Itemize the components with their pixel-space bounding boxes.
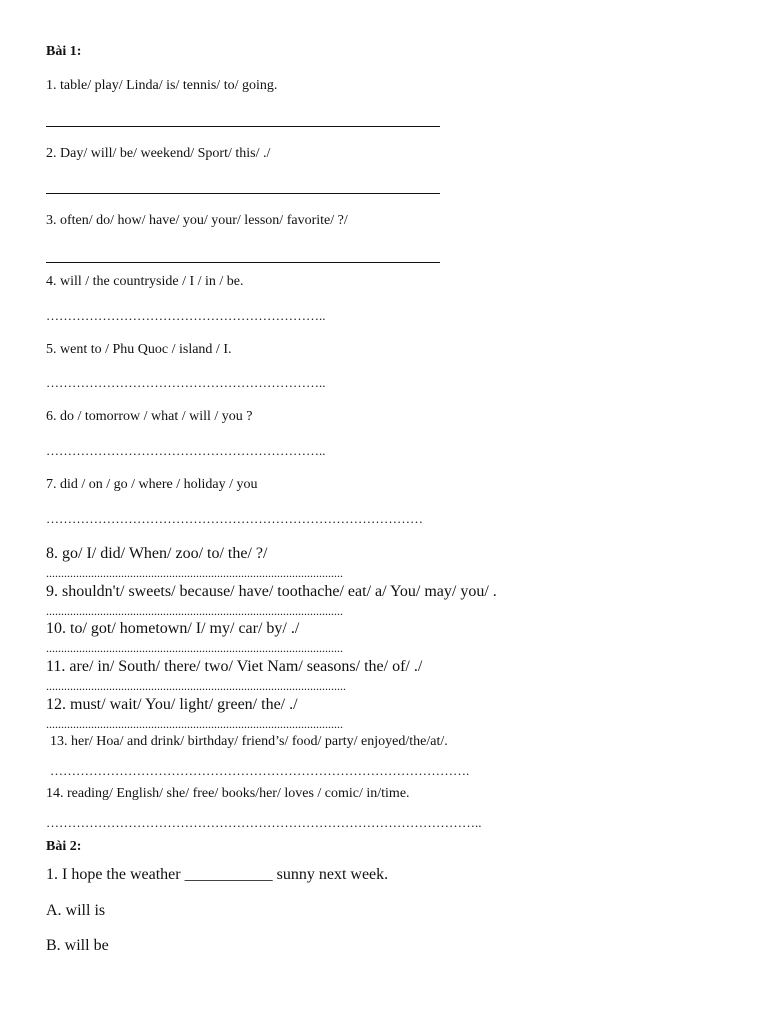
answer-dots-6: ……………………………………………………….. bbox=[46, 443, 326, 458]
question-1: 1. I hope the weather ___________ sunny next week. bbox=[46, 866, 389, 883]
answer-dots-8: ................................................................................................... bbox=[46, 566, 343, 580]
answer-line-3 bbox=[46, 262, 440, 263]
answer-dots-4: ……………………………………………………….. bbox=[46, 308, 326, 323]
exercise-item-5: 5. went to / Phu Quoc / island / I. bbox=[46, 342, 232, 357]
exercise-item-11: 11. are/ in/ South/ there/ two/ Viet Nam/ seasons/ the/ of/ ./ bbox=[46, 658, 423, 675]
option-a: A. will is bbox=[46, 902, 106, 919]
answer-dots-14: ……………………………………………………………………………………….. bbox=[46, 815, 482, 830]
section-1-title: Bài 1: bbox=[46, 44, 82, 59]
option-b: B. will be bbox=[46, 937, 109, 954]
exercise-item-14: 14. reading/ English/ she/ free/ books/her/ loves / comic/ in/time. bbox=[46, 786, 410, 801]
exercise-item-12: 12. must/ wait/ You/ light/ green/ the/ ./ bbox=[46, 696, 298, 713]
exercise-item-4: 4. will / the countryside / I / in / be. bbox=[46, 274, 244, 289]
answer-line-2 bbox=[46, 193, 440, 194]
answer-dots-12: ................................................................................................... bbox=[46, 717, 343, 731]
answer-line-1 bbox=[46, 126, 440, 127]
exercise-item-7: 7. did / on / go / where / holiday / you bbox=[46, 477, 258, 492]
exercise-item-1: 1. table/ play/ Linda/ is/ tennis/ to/ going. bbox=[46, 78, 278, 93]
section-2-title: Bài 2: bbox=[46, 839, 82, 854]
exercise-item-9: 9. shouldn't/ sweets/ because/ have/ toothache/ eat/ a/ You/ may/ you/ . bbox=[46, 583, 497, 600]
answer-dots-10: ................................................................................................... bbox=[46, 641, 343, 655]
exercise-item-6: 6. do / tomorrow / what / will / you ? bbox=[46, 409, 253, 424]
answer-dots-13: ……………………………………………………………………………………. bbox=[50, 763, 470, 778]
answer-dots-11: .................................................................................................... bbox=[46, 679, 346, 693]
answer-dots-7: …………………………………………………………………………… bbox=[46, 511, 423, 526]
answer-dots-9: ................................................................................................... bbox=[46, 604, 343, 618]
exercise-item-10: 10. to/ got/ hometown/ I/ my/ car/ by/ ./ bbox=[46, 620, 300, 637]
exercise-item-8: 8. go/ I/ did/ When/ zoo/ to/ the/ ?/ bbox=[46, 545, 268, 562]
answer-dots-5: ……………………………………………………….. bbox=[46, 375, 326, 390]
exercise-item-3: 3. often/ do/ how/ have/ you/ your/ lesson/ favorite/ ?/ bbox=[46, 213, 348, 228]
exercise-item-13: 13. her/ Hoa/ and drink/ birthday/ friend’s/ food/ party/ enjoyed/the/at/. bbox=[50, 734, 448, 749]
exercise-item-2: 2. Day/ will/ be/ weekend/ Sport/ this/ ./ bbox=[46, 146, 271, 161]
